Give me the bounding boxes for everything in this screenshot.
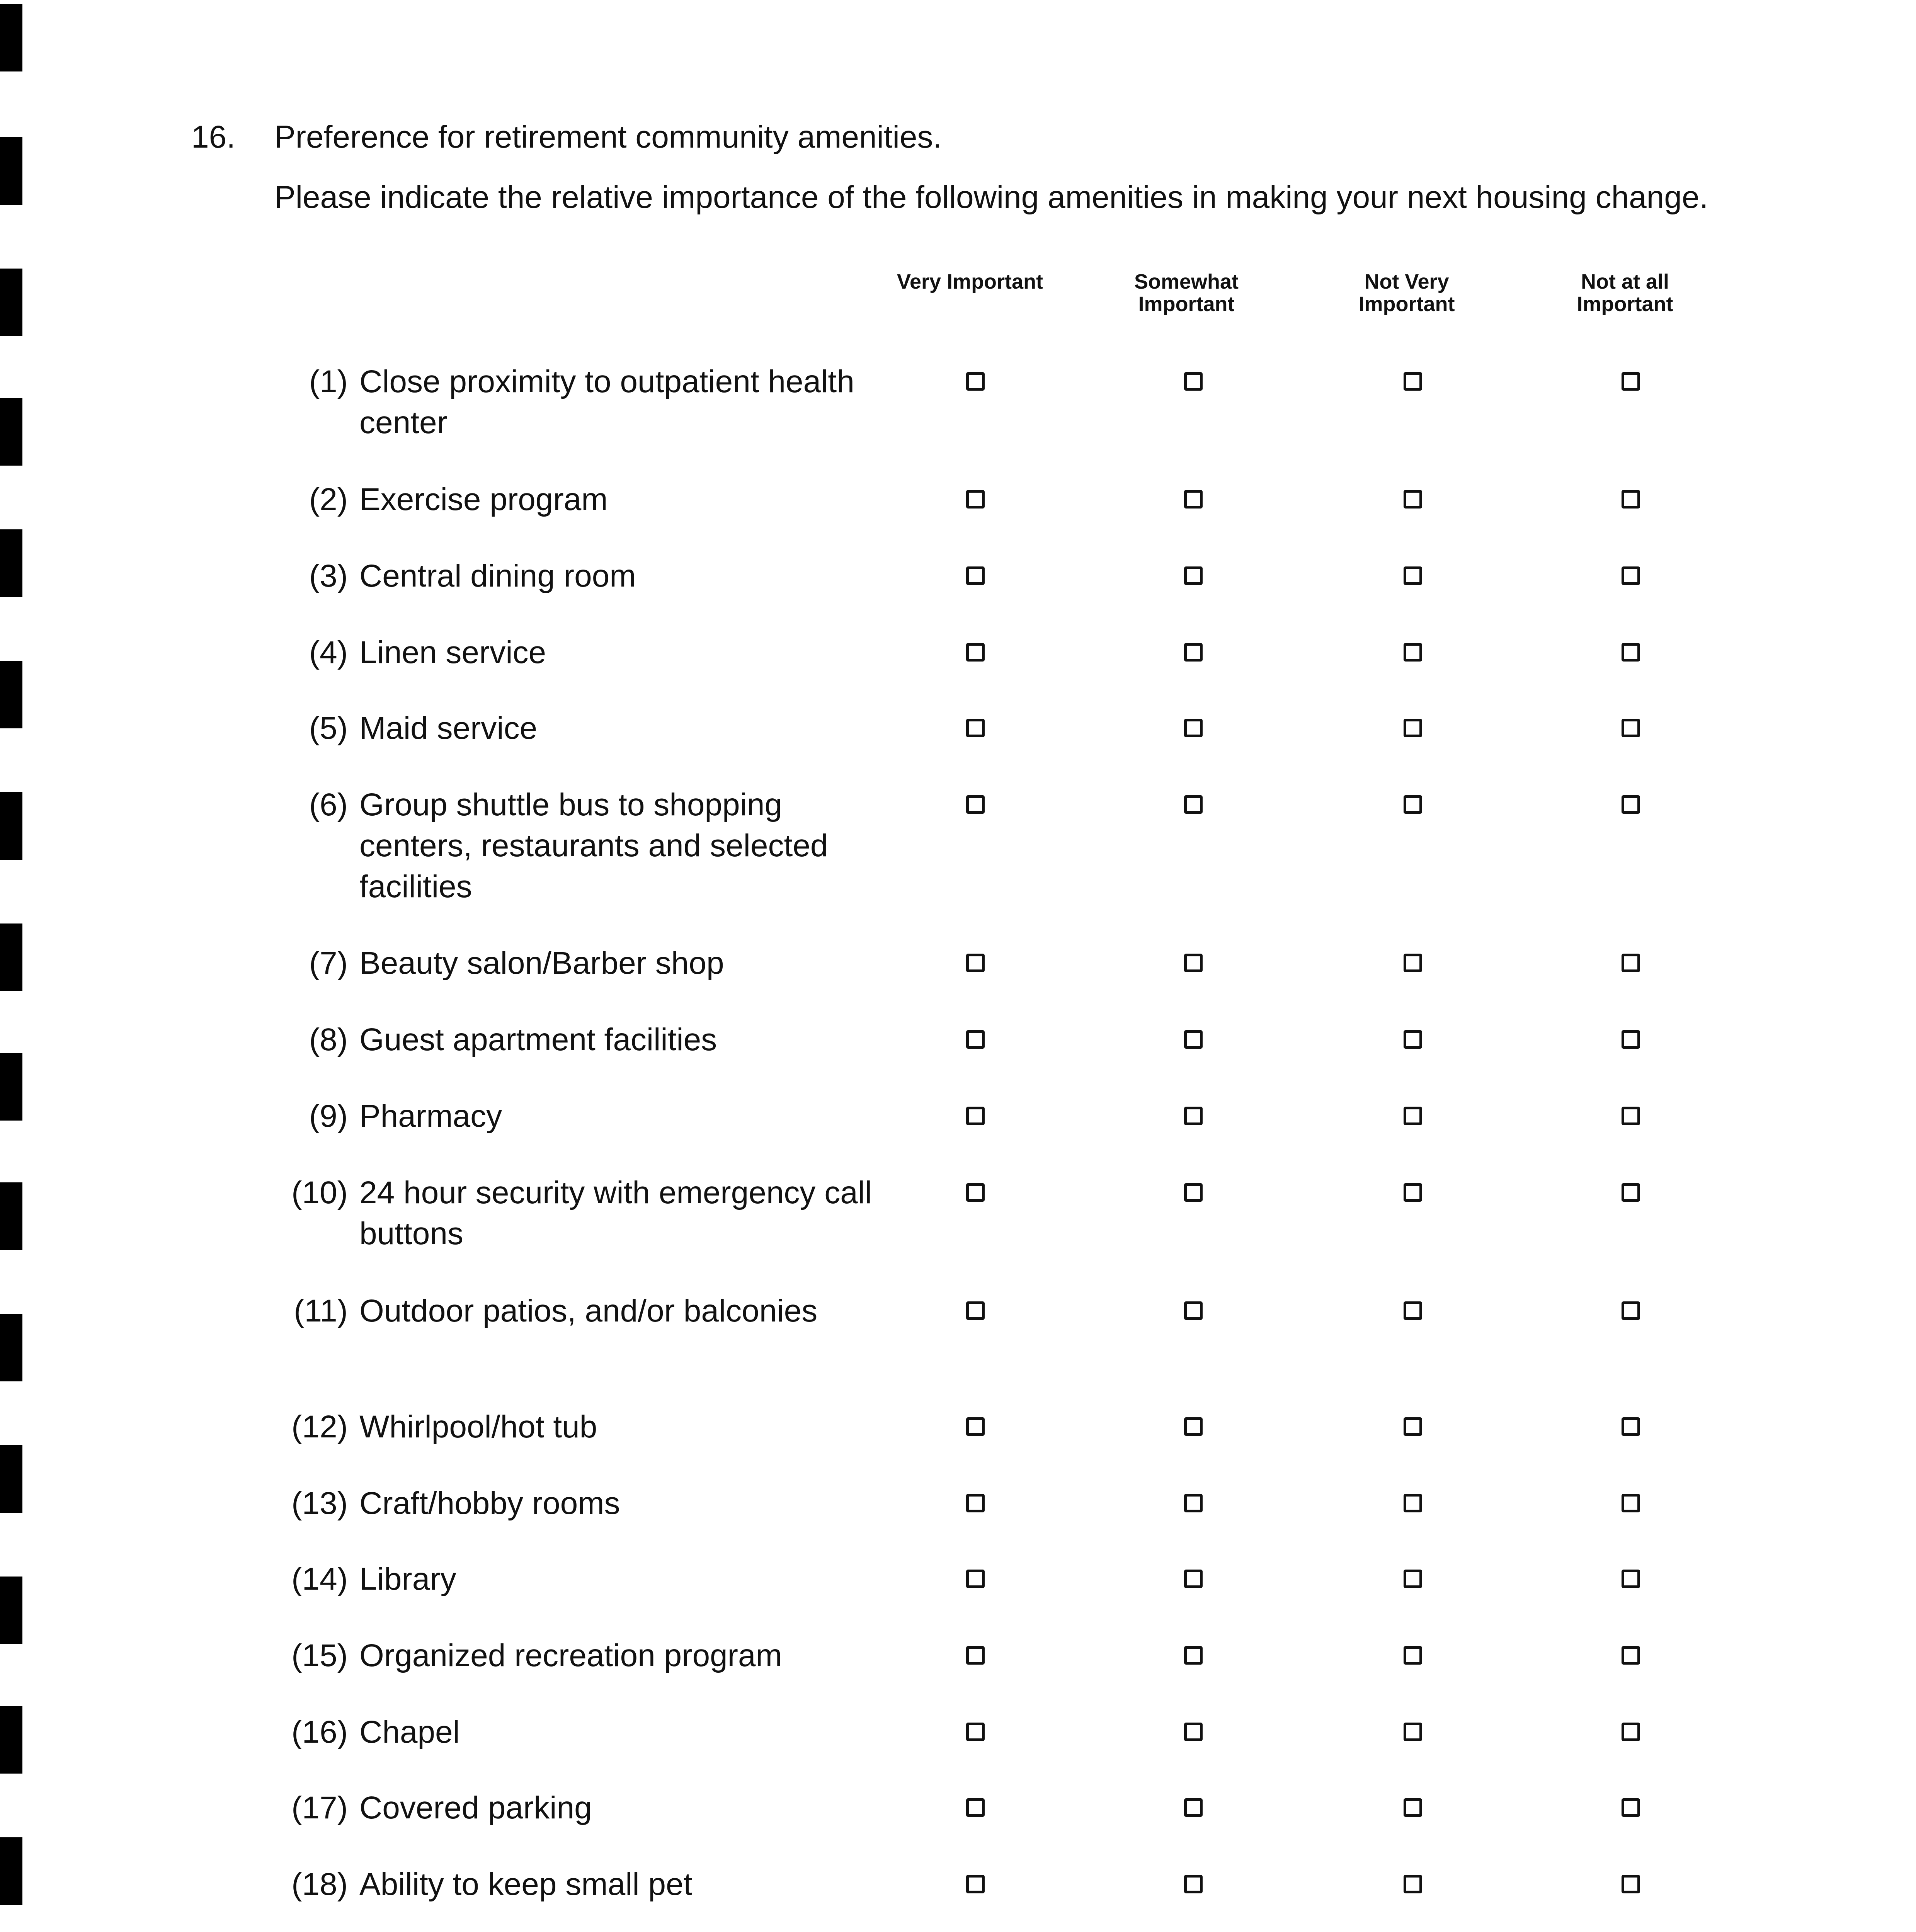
checkbox-not-very-important[interactable] xyxy=(1404,490,1422,509)
column-header-somewhat-important: Somewhat Important xyxy=(1134,270,1239,316)
binding-mark xyxy=(0,1314,22,1381)
column-header-not-at-all-important: Not at all Important xyxy=(1577,270,1673,316)
checkbox-not-at-all-important[interactable] xyxy=(1622,1723,1640,1741)
checkbox-very-important[interactable] xyxy=(966,719,985,737)
checkbox-somewhat-important[interactable] xyxy=(1184,566,1203,585)
checkbox-very-important[interactable] xyxy=(966,566,985,585)
checkbox-very-important[interactable] xyxy=(966,1107,985,1125)
checkbox-somewhat-important[interactable] xyxy=(1184,490,1203,509)
binding-mark xyxy=(0,923,22,991)
checkbox-not-very-important[interactable] xyxy=(1404,566,1422,585)
binding-mark xyxy=(0,269,22,336)
amenity-number: (9) xyxy=(309,1099,348,1134)
checkbox-not-very-important[interactable] xyxy=(1404,1183,1422,1202)
checkbox-not-at-all-important[interactable] xyxy=(1622,795,1640,814)
checkbox-not-very-important[interactable] xyxy=(1404,719,1422,737)
checkbox-somewhat-important[interactable] xyxy=(1184,1183,1203,1202)
amenity-label: Linen service xyxy=(359,635,546,670)
checkbox-somewhat-important[interactable] xyxy=(1184,1570,1203,1588)
amenity-label: Beauty salon/Barber shop xyxy=(359,946,724,981)
checkbox-very-important[interactable] xyxy=(966,1646,985,1665)
amenity-label: Pharmacy xyxy=(359,1099,502,1134)
column-header-not-very-important: Not Very Important xyxy=(1358,270,1455,316)
checkbox-not-at-all-important[interactable] xyxy=(1622,954,1640,972)
checkbox-somewhat-important[interactable] xyxy=(1184,1875,1203,1893)
checkbox-not-very-important[interactable] xyxy=(1404,795,1422,814)
checkbox-very-important[interactable] xyxy=(966,1301,985,1320)
binding-mark xyxy=(0,1445,22,1513)
amenity-number: (13) xyxy=(291,1486,348,1521)
checkbox-not-at-all-important[interactable] xyxy=(1622,1183,1640,1202)
checkbox-very-important[interactable] xyxy=(966,1494,985,1512)
amenity-number: (5) xyxy=(309,711,348,746)
checkbox-very-important[interactable] xyxy=(966,795,985,814)
checkbox-not-very-important[interactable] xyxy=(1404,1107,1422,1125)
checkbox-not-very-important[interactable] xyxy=(1404,1875,1422,1893)
column-header-very-important: Very Important xyxy=(897,270,1043,293)
checkbox-somewhat-important[interactable] xyxy=(1184,1494,1203,1512)
checkbox-not-at-all-important[interactable] xyxy=(1622,1030,1640,1049)
amenity-number: (10) xyxy=(291,1175,348,1210)
checkbox-not-at-all-important[interactable] xyxy=(1622,490,1640,509)
amenity-label: Maid service xyxy=(359,711,538,746)
checkbox-not-at-all-important[interactable] xyxy=(1622,1107,1640,1125)
amenity-number: (18) xyxy=(291,1867,348,1902)
checkbox-somewhat-important[interactable] xyxy=(1184,1723,1203,1741)
binding-mark xyxy=(0,1182,22,1250)
checkbox-not-very-important[interactable] xyxy=(1404,372,1422,391)
checkbox-very-important[interactable] xyxy=(966,1183,985,1202)
binding-mark xyxy=(0,1837,22,1905)
checkbox-somewhat-important[interactable] xyxy=(1184,954,1203,972)
checkbox-very-important[interactable] xyxy=(966,1798,985,1817)
amenity-number: (2) xyxy=(309,482,348,517)
checkbox-very-important[interactable] xyxy=(966,490,985,509)
amenity-number: (7) xyxy=(309,946,348,981)
amenity-label: Close proximity to outpatient health center xyxy=(359,364,854,440)
checkbox-somewhat-important[interactable] xyxy=(1184,1798,1203,1817)
checkbox-somewhat-important[interactable] xyxy=(1184,1646,1203,1665)
checkbox-not-very-important[interactable] xyxy=(1404,1570,1422,1588)
binding-mark xyxy=(0,4,22,71)
checkbox-not-at-all-important[interactable] xyxy=(1622,1494,1640,1512)
amenity-number: (14) xyxy=(291,1561,348,1597)
binding-mark xyxy=(0,529,22,597)
checkbox-not-very-important[interactable] xyxy=(1404,1798,1422,1817)
checkbox-not-very-important[interactable] xyxy=(1404,1417,1422,1436)
amenity-label: Ability to keep small pet xyxy=(359,1867,693,1902)
amenity-label: Exercise program xyxy=(359,482,608,517)
checkbox-very-important[interactable] xyxy=(966,1723,985,1741)
checkbox-somewhat-important[interactable] xyxy=(1184,1107,1203,1125)
checkbox-not-very-important[interactable] xyxy=(1404,643,1422,662)
amenity-number: (4) xyxy=(309,635,348,670)
checkbox-not-at-all-important[interactable] xyxy=(1622,1646,1640,1665)
amenity-number: (12) xyxy=(291,1409,348,1444)
checkbox-somewhat-important[interactable] xyxy=(1184,1030,1203,1049)
checkbox-not-at-all-important[interactable] xyxy=(1622,1570,1640,1588)
checkbox-somewhat-important[interactable] xyxy=(1184,372,1203,391)
amenity-label: Organized recreation program xyxy=(359,1638,782,1673)
checkbox-somewhat-important[interactable] xyxy=(1184,1417,1203,1436)
checkbox-very-important[interactable] xyxy=(966,643,985,662)
binding-mark xyxy=(0,1577,22,1644)
checkbox-not-very-important[interactable] xyxy=(1404,1030,1422,1049)
binding-mark xyxy=(0,1053,22,1121)
binding-mark xyxy=(0,398,22,466)
q16-number: 16. xyxy=(191,119,235,155)
amenity-label: Covered parking xyxy=(359,1790,592,1825)
checkbox-not-very-important[interactable] xyxy=(1404,954,1422,972)
checkbox-not-very-important[interactable] xyxy=(1404,1723,1422,1741)
checkbox-very-important[interactable] xyxy=(966,372,985,391)
binding-mark xyxy=(0,137,22,205)
amenity-number: (16) xyxy=(291,1714,348,1750)
checkbox-somewhat-important[interactable] xyxy=(1184,643,1203,662)
amenity-number: (8) xyxy=(309,1022,348,1057)
checkbox-not-at-all-important[interactable] xyxy=(1622,566,1640,585)
checkbox-not-at-all-important[interactable] xyxy=(1622,643,1640,662)
checkbox-very-important[interactable] xyxy=(966,1417,985,1436)
amenity-label: Library xyxy=(359,1561,456,1597)
amenity-number: (15) xyxy=(291,1638,348,1673)
amenity-label: Whirlpool/hot tub xyxy=(359,1409,597,1444)
amenity-label: Central dining room xyxy=(359,558,636,594)
checkbox-not-at-all-important[interactable] xyxy=(1622,1301,1640,1320)
checkbox-not-very-important[interactable] xyxy=(1404,1301,1422,1320)
checkbox-somewhat-important[interactable] xyxy=(1184,795,1203,814)
amenity-label: Guest apartment facilities xyxy=(359,1022,717,1057)
checkbox-very-important[interactable] xyxy=(966,1030,985,1049)
amenity-number: (6) xyxy=(309,787,348,822)
q16-instruction: Please indicate the relative importance of the following amenities in making your next housing change. xyxy=(274,180,1708,215)
checkbox-not-at-all-important[interactable] xyxy=(1622,372,1640,391)
checkbox-somewhat-important[interactable] xyxy=(1184,1301,1203,1320)
checkbox-somewhat-important[interactable] xyxy=(1184,719,1203,737)
amenity-label: Chapel xyxy=(359,1714,460,1750)
binding-mark xyxy=(0,792,22,860)
checkbox-not-very-important[interactable] xyxy=(1404,1494,1422,1512)
amenity-label: 24 hour security with emergency call buttons xyxy=(359,1175,872,1251)
amenity-number: (3) xyxy=(309,558,348,594)
checkbox-not-at-all-important[interactable] xyxy=(1622,1798,1640,1817)
amenity-number: (1) xyxy=(309,364,348,399)
q16-title: Preference for retirement community amenities. xyxy=(274,119,942,155)
checkbox-not-at-all-important[interactable] xyxy=(1622,1875,1640,1893)
checkbox-very-important[interactable] xyxy=(966,1875,985,1893)
checkbox-not-very-important[interactable] xyxy=(1404,1646,1422,1665)
amenity-number: (17) xyxy=(291,1790,348,1825)
checkbox-very-important[interactable] xyxy=(966,1570,985,1588)
amenity-number: (11) xyxy=(294,1293,348,1328)
checkbox-not-at-all-important[interactable] xyxy=(1622,719,1640,737)
amenity-label: Group shuttle bus to shopping centers, restaurants and selected facilities xyxy=(359,787,828,904)
amenity-label: Outdoor patios, and/or balconies xyxy=(359,1293,818,1328)
checkbox-not-at-all-important[interactable] xyxy=(1622,1417,1640,1436)
binding-mark xyxy=(0,661,22,728)
binding-mark xyxy=(0,1706,22,1774)
checkbox-very-important[interactable] xyxy=(966,954,985,972)
amenity-label: Craft/hobby rooms xyxy=(359,1486,620,1521)
